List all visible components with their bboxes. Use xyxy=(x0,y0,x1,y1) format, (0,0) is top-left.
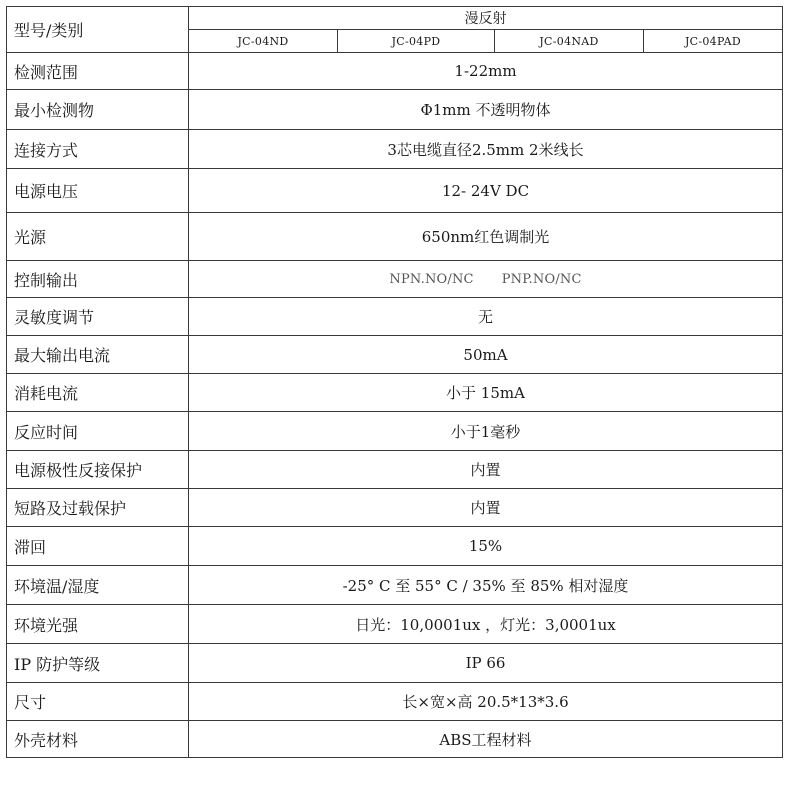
table-row xyxy=(7,169,783,213)
row-label: 电源极性反接保护 xyxy=(7,451,189,489)
model-jc-04nad: JC-04NAD xyxy=(495,30,644,53)
row-label: 尺寸 xyxy=(7,683,189,721)
row-label: IP 防护等级 xyxy=(7,644,189,683)
table-row xyxy=(7,683,783,721)
row-label: 环境光强 xyxy=(7,605,189,644)
row-label: 光源 xyxy=(7,213,189,261)
table-row xyxy=(7,489,783,527)
table-row xyxy=(7,261,783,298)
row-value: 日光：10,0001ux ，灯光：3,0001ux xyxy=(189,605,783,644)
row-value: Φ1mm 不透明物体 xyxy=(189,90,783,130)
row-value: 12- 24V DC xyxy=(189,169,783,213)
type-label: 型号/类别 xyxy=(7,7,189,53)
row-label: 短路及过载保护 xyxy=(7,489,189,527)
row-value: 3芯电缆直径2.5mm 2米线长 xyxy=(189,130,783,169)
table-row xyxy=(7,213,783,261)
row-value: 50mA xyxy=(189,336,783,374)
spec-table xyxy=(6,6,783,758)
row-label: 外壳材料 xyxy=(7,721,189,758)
output-pnp: PNP.NO/NC xyxy=(501,271,582,287)
row-label: 消耗电流 xyxy=(7,374,189,412)
row-value: 长×宽×高 20.5*13*3.6 xyxy=(189,683,783,721)
row-label: 最小检测物 xyxy=(7,90,189,130)
table-row xyxy=(7,374,783,412)
row-label: 连接方式 xyxy=(7,130,189,169)
table-row xyxy=(7,527,783,566)
row-label: 环境温/湿度 xyxy=(7,566,189,605)
row-value: 1-22mm xyxy=(189,53,783,90)
row-value: 小于1毫秒 xyxy=(189,412,783,451)
model-jc-04pad: JC-04PAD xyxy=(644,30,783,53)
row-value: ABS工程材料 xyxy=(189,721,783,758)
row-label: 反应时间 xyxy=(7,412,189,451)
table-row xyxy=(7,644,783,683)
row-label: 最大输出电流 xyxy=(7,336,189,374)
row-value: 无 xyxy=(189,298,783,336)
output-npn: NPN.NO/NC xyxy=(389,271,474,287)
row-value: 内置 xyxy=(189,489,783,527)
table-row xyxy=(7,336,783,374)
row-value: -25° C 至 55° C / 35% 至 85% 相对湿度 xyxy=(189,566,783,605)
table-row xyxy=(7,451,783,489)
row-value: 小于 15mA xyxy=(189,374,783,412)
row-label: 检测范围 xyxy=(7,53,189,90)
table-row xyxy=(7,130,783,169)
table-row xyxy=(7,53,783,90)
row-value: 内置 xyxy=(189,451,783,489)
category-heading: 漫反射 xyxy=(189,7,783,30)
table-row xyxy=(7,566,783,605)
table-row xyxy=(7,721,783,758)
row-value: IP 66 xyxy=(189,644,783,683)
model-jc-04nd: JC-04ND xyxy=(189,30,338,53)
table-row xyxy=(7,605,783,644)
row-label: 滞回 xyxy=(7,527,189,566)
table-row xyxy=(7,90,783,130)
model-jc-04pd: JC-04PD xyxy=(338,30,495,53)
table-row xyxy=(7,412,783,451)
table-row xyxy=(7,298,783,336)
row-label: 电源电压 xyxy=(7,169,189,213)
header-row-top xyxy=(7,7,783,30)
row-label: 控制输出 xyxy=(7,261,189,298)
row-value: 15% xyxy=(189,527,783,566)
row-value xyxy=(189,261,783,298)
row-value: 650nm红色调制光 xyxy=(189,213,783,261)
row-label: 灵敏度调节 xyxy=(7,298,189,336)
